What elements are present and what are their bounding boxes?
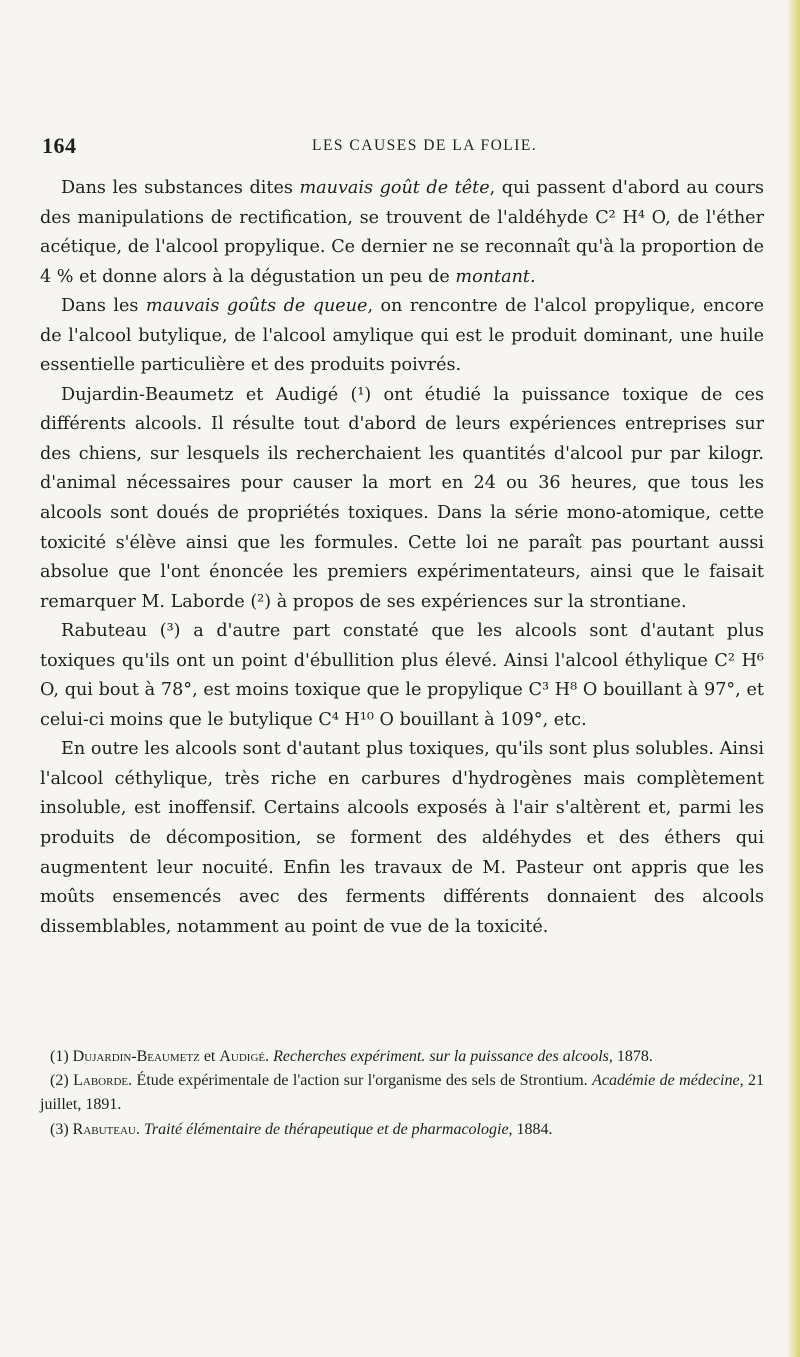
footnote-1: (1) Dujardin-Beaumetz et Audigé. Recherches expériment. sur la puissance des alcools, 1878.	[50, 1048, 653, 1065]
footnote-3: (3) Rabuteau. Traité élémentaire de thérapeutique et de pharmacologie, 1884.	[50, 1120, 553, 1138]
footnote-title: Recherches expériment. sur la puissance des alcools	[273, 1048, 609, 1065]
paragraph-1: Dans les substances dites mauvais goût de tête, qui passent d'abord au cours des manipulations de rectification, se trouvent de l'aldéhyde C² H⁴ O, de l'éther acétique, de l'alcool propylique. Ce dernier ne se reconnaît qu'à la proportion de 4 % et donne alors à la dégustation un peu de montant.	[40, 178, 764, 287]
footnote-author: Laborde	[73, 1072, 129, 1090]
page-header	[42, 133, 762, 163]
page-number: 164	[42, 133, 77, 158]
italic-term: montant	[455, 266, 530, 287]
paragraph-4: Rabuteau (³) a d'autre part constaté que les alcools sont d'autant plus toxiques qu'ils ont un point d'ébullition plus élevé. Ainsi l'alcool éthylique C² H⁶ O, qui bout à 78°, est moins toxique que le propylique C³ H⁸ O bouillant à 97°, et celui-ci moins que le butylique C⁴ H¹⁰ O bouillant à 109°, etc.	[40, 621, 764, 730]
running-title: LES CAUSES DE LA FOLIE.	[312, 137, 538, 154]
footnote-2: (2) Laborde. Étude expérimentale de l'action sur l'organisme des sels de Strontium. Académie de médecine, 21 juillet, 1891.	[40, 1072, 765, 1114]
footnote-title: Académie de médecine	[592, 1072, 740, 1090]
paragraph-5: En outre les alcools sont d'autant plus toxiques, qu'ils sont plus solubles. Ainsi l'alcool céthylique, très riche en carbures d'hydrogènes mais complètement insoluble, est inoffensif. Certains alcools exposés à l'air s'altèrent et, parmi les produits de décomposition, se forment des aldéhydes et des éthers qui augmentent leur nocuité. Enfin les travaux de M. Pasteur ont appris que les moûts ensemencés avec des ferments différents donnaient des alcools dissemblables, notamment au point de vue de la toxicité.	[40, 739, 764, 937]
footnote-author: Dujardin-Beaumetz	[72, 1048, 200, 1065]
paragraph-2: Dans les mauvais goûts de queue, on rencontre de l'alcol propylique, encore de l'alcool butylique, de l'alcool amylique qui est le produit dominant, une huile essentielle particulière et des produits poivrés.	[40, 296, 764, 376]
footnote-author: Audigé	[219, 1048, 266, 1065]
footnote-author: Rabuteau	[72, 1120, 136, 1138]
page-edge-discoloration	[786, 0, 800, 1357]
italic-term: mauvais goût de tête	[299, 178, 490, 198]
italic-term: mauvais goûts de queue	[145, 296, 368, 317]
footnote-title: Traité élémentaire de thérapeutique et de pharmacologie	[143, 1120, 509, 1138]
body-text	[40, 174, 764, 942]
paragraph-3: Dujardin-Beaumetz et Audigé (¹) ont étudié la puissance toxique de ces différents alcools. Il résulte tout d'abord de leurs expériences entreprises sur des chiens, sur lesquels ils recherchaient les quantités d'alcool pur par kilogr. d'animal nécessaires pour causer la mort en 24 ou 36 heures, que tous les alcools sont doués de propriétés toxiques. Dans la série mono-atomique, cette toxicité s'élève ainsi que les formules. Cette loi ne paraît pas pourtant aussi absolue que l'ont énoncée les premiers expérimentateurs, ainsi que le faisait remarquer M. Laborde (²) à propos de ses expériences sur la strontiane.	[40, 384, 764, 612]
footnotes	[40, 1045, 764, 1142]
